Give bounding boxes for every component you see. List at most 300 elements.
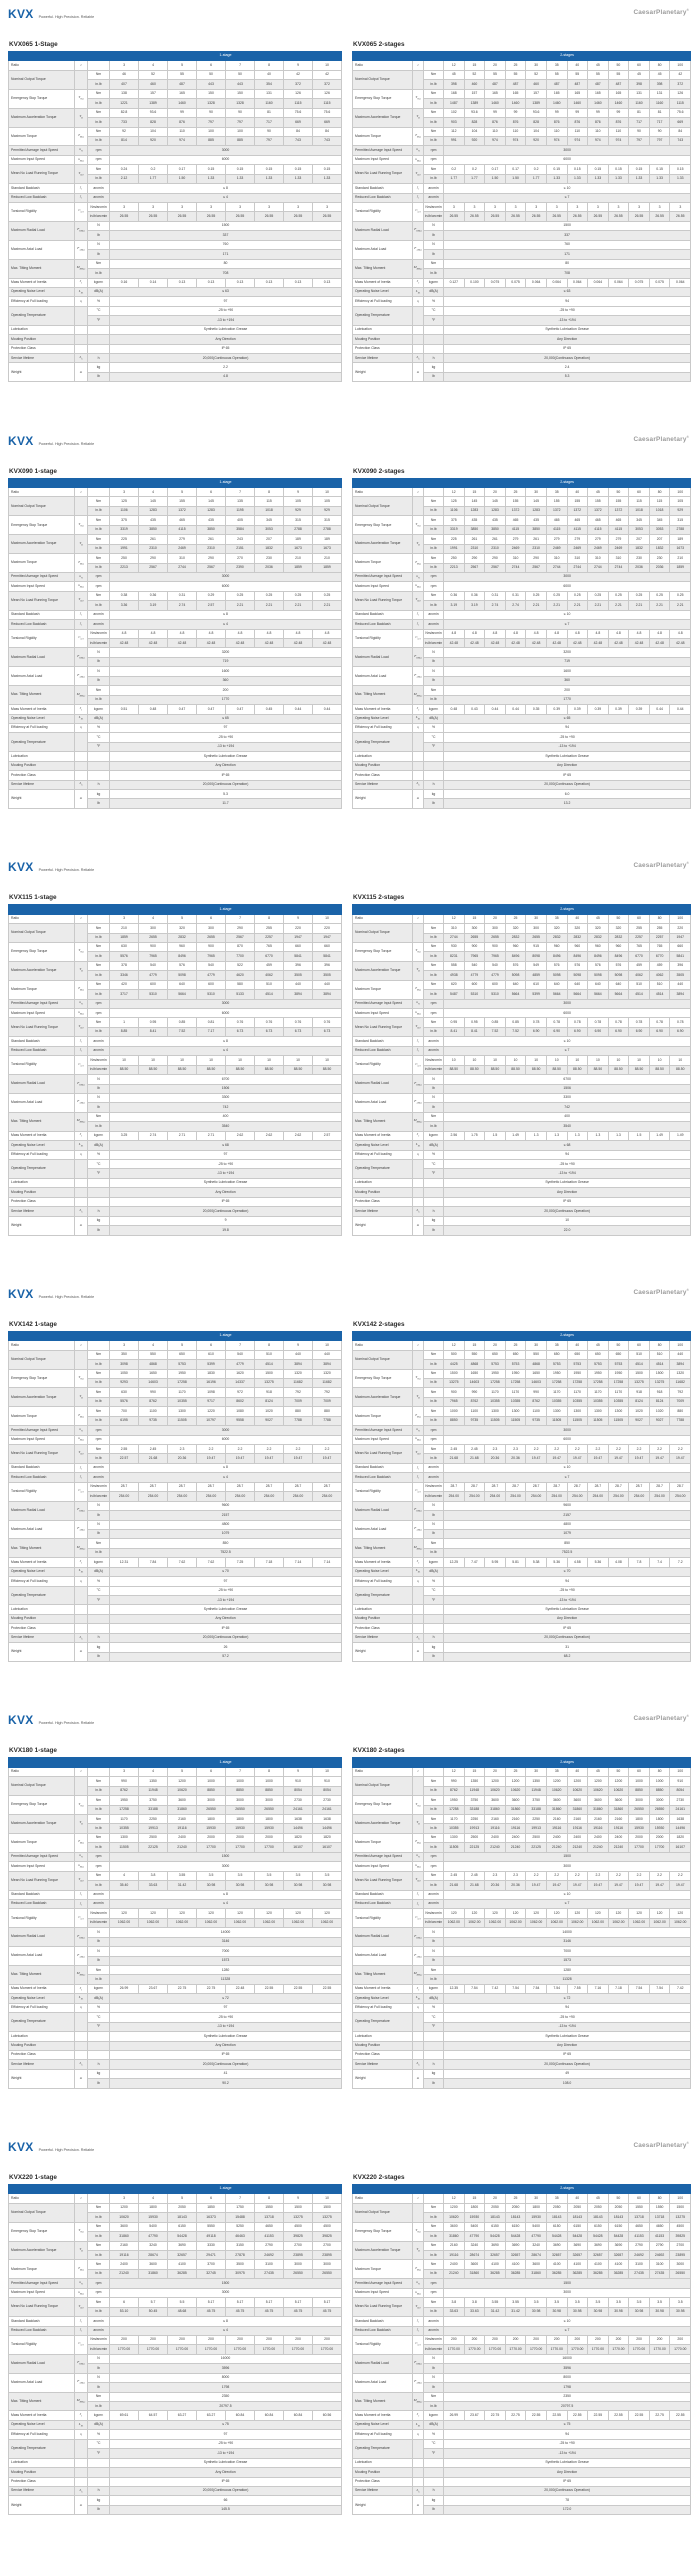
value-cell: 1.3 [588,1131,609,1140]
row-unit: in.lb [88,80,110,89]
value-cell: 1389 [464,99,485,108]
value-cell: 28.7 [567,1482,588,1491]
table-row [353,1056,691,1065]
value-cell: 261 [197,535,226,544]
row-symbol [75,1435,88,1444]
value-cell: 3000 [284,2260,313,2269]
value-cell: 435 [197,516,226,525]
symbol: $J_1$ [416,2412,420,2418]
value-cell: 145 [464,497,485,506]
band-row [9,905,342,914]
value-cell: 30.98 [284,1881,313,1890]
value-cell: 2.57 [197,601,226,610]
value-cell: 60 [629,61,650,70]
value-cell: 28.7 [670,1482,691,1491]
value-cell: 120 [168,1909,197,1918]
row-unit: lb [424,1529,444,1538]
value-cell: 0.127 [444,278,465,287]
value-merged: IP 65 [444,2477,691,2486]
value-cell: 10 [284,1056,313,1065]
table-row [353,1796,691,1805]
row-unit: h [424,1633,444,1642]
row-symbol [413,2430,424,2439]
row-unit: Nm [424,1777,444,1786]
row-unit: in.lb/arcmin [88,1492,110,1501]
value-merged: 3146 [110,1937,342,1946]
value-cell: 200 [588,2335,609,2344]
row-unit: Nm [424,535,444,544]
value-cell: 2567 [197,563,226,572]
symbol: $j_t$ [80,184,82,191]
value-cell: 1770.00 [629,2345,650,2354]
value-cell: 20.36 [485,1881,506,1890]
value-cell: 10 [313,488,342,497]
value-cell: 2744 [567,563,588,572]
value-cell: 10 [546,1056,567,1065]
value-cell: 10 [526,1056,547,1065]
value-cell: 5399 [197,1360,226,1369]
value-merged: 2.4 [444,363,691,372]
value-cell: 6150 [588,2222,609,2231]
table-row [9,363,342,372]
value-cell: 10 [110,1056,139,1065]
symbol: $F_{RMax}$ [414,1080,422,1087]
symbol: $C_{t21}$ [78,1914,84,1921]
value-cell: 35.40 [110,1881,139,1890]
value-cell: 300 [139,924,168,933]
value-cell: 42.48 [197,639,226,648]
value-cell: 540 [464,961,485,970]
stage-band: 2-stages [444,478,691,487]
row-unit: rpm [424,155,444,164]
value-cell: 4.8 [485,629,506,638]
value-cell: 2.2 [588,1445,609,1454]
row-unit: lb [424,1084,444,1093]
value-cell: 5.17 [284,2298,313,2307]
value-cell: 3 [110,914,139,923]
row-symbol [413,184,424,193]
row-symbol [413,980,424,999]
table-row [353,1216,691,1225]
value-cell: 320 [588,924,609,933]
row-unit: in.lb [424,563,444,572]
row-unit: kgcm² [424,705,444,714]
row-symbol [413,1643,424,1662]
value-cell: 2050 [608,2203,629,2212]
value-merged: 742 [110,1103,342,1112]
value-cell: 2.2 [313,1445,342,1454]
value-cell: 4.8 [546,629,567,638]
value-cell: 9027 [629,1416,650,1425]
row-label: Emergency Stop Torque [9,516,75,535]
symbol: $T_{012}$ [78,170,84,177]
table-row [353,240,691,249]
symbol: $C_{t21}$ [78,1488,84,1494]
value-cell: 640 [567,980,588,989]
caesarplanetary-logo: CaesarPlanetary® [633,861,689,870]
value-cell: 5.81 [505,1558,526,1567]
value-cell: 207 [255,535,284,544]
value-cell: 5098 [588,971,609,980]
row-unit [424,1605,444,1614]
row-symbol [413,1577,424,1586]
symbol: $C_{t21}$ [415,1061,421,1068]
value-cell: 19.47 [226,1454,255,1463]
value-cell: 150 [197,89,226,98]
value-cell: 88.50 [168,1065,197,1074]
value-cell: 1820 [670,1833,691,1842]
value-cell: 4 [139,914,168,923]
value-cell: 3 [284,203,313,212]
spec-table [8,51,342,382]
row-label: Maximum Acceleration Torque [353,961,413,980]
row-label: Operating Temperature [353,733,413,752]
value-cell: 1673 [284,544,313,553]
value-cell: 36285 [505,2269,526,2278]
table-row [353,2458,691,2467]
row-symbol [75,155,88,164]
table-row [353,1501,691,1510]
value-cell: 3894 [313,1360,342,1369]
row-symbol [75,61,88,70]
row-symbol [75,1520,88,1539]
row-symbol [75,2288,88,2297]
value-cell: 26.99 [444,2411,465,2420]
row-unit: lb [424,2505,444,2514]
value-cell: 733 [110,118,139,127]
value-cell: 200 [226,2335,255,2344]
value-cell: 7965 [139,952,168,961]
value-cell: 440 [670,980,691,989]
value-cell: 120 [284,1909,313,1918]
value-cell: 2.2 [197,1445,226,1454]
symbol: $j_t$ [417,611,419,618]
row-unit: h [424,1207,444,1216]
row-symbol [413,1197,424,1206]
value-cell: 1200 [110,2203,139,2212]
row-unit: lb [88,1226,110,1235]
row-unit: % [88,1150,110,1159]
value-cell: 797 [649,136,670,145]
value-cell: 84 [284,127,313,136]
value-merged: Any Direction [444,335,691,344]
row-unit: Nm [424,1871,444,1880]
brand-tagline: Powerful. High Precision. Reliable [38,2147,95,2152]
value-cell: 600 [485,980,506,989]
table-row [353,2430,691,2439]
value-cell: 1170 [588,1388,609,1397]
value-cell: 110 [168,127,197,136]
symbol: $T_B$ [416,1820,420,1827]
value-cell: 1020 [649,1407,670,1416]
row-label: Maximum Input Speed [353,2288,413,2297]
value-cell: 28.7 [649,1482,670,1491]
table-row [353,1037,691,1046]
value-cell: 255 [255,924,284,933]
row-unit [424,1197,444,1206]
value-cell: 1638 [284,1815,313,1824]
row-symbol [413,648,424,667]
row-symbol [413,165,424,184]
row-symbol [75,2477,88,2486]
value-merged: 4.8 [110,372,342,381]
value-cell: 20 [485,488,506,497]
value-cell: 63.27 [168,2411,197,2420]
value-cell: 8098 [526,952,547,961]
value-cell: 8762 [526,1397,547,1406]
table-row [353,723,691,732]
row-label: Service lifetime [9,1633,75,1642]
row-unit: kgcm² [424,278,444,287]
symbol: m [416,2502,420,2507]
value-cell: 510 [649,980,670,989]
value-cell: 310 [546,554,567,563]
value-cell: 2700 [284,2241,313,2250]
value-cell: 1372 [168,506,197,515]
row-unit: Nm [424,1369,444,1378]
row-symbol [75,1984,88,1993]
row-unit: arcmin [88,620,110,629]
value-cell: 88.50 [567,1065,588,1074]
band-corner [353,905,444,914]
row-unit: in.lb [88,1416,110,1425]
value-cell: 640 [168,980,197,989]
value-merged: 20,000(Continuous Operation) [110,1633,342,1642]
row-label: Reduced Low Backlash [353,620,413,629]
symbol: $n_{Max}$ [415,1862,421,1869]
table-row [353,2241,691,2250]
value-merged: ≤ 10 [444,184,691,193]
value-cell: 19.47 [629,1881,650,1890]
symbol: $F_{RMax}$ [77,1933,85,1940]
symbol: $C_{t21}$ [78,208,84,215]
value-cell: 2390 [226,563,255,572]
value-cell: 3.5 [567,2298,588,2307]
table-row [353,2260,691,2269]
value-cell: 120 [313,1909,342,1918]
row-unit: in.lb [424,1881,444,1890]
table-row [9,325,342,334]
row-unit: kgcm² [424,1984,444,1993]
value-cell: 4062 [629,971,650,980]
table-row [9,2260,342,2269]
spec-table [352,478,691,809]
value-merged: 850 [110,1539,342,1548]
table-row [353,1633,691,1642]
value-cell: 396 [313,961,342,970]
value-merged: 49 [444,2069,691,2078]
value-cell: 27878 [226,2251,255,2260]
row-label: Standard Backlash [353,2317,413,2326]
row-unit: in.lb/arcmin [88,1065,110,1074]
row-unit: lb [424,372,444,381]
value-cell: 64.57 [139,2411,168,2420]
table-row [9,1767,342,1776]
symbol: $L_{PA}$ [78,1568,84,1575]
value-cell: 1200 [588,1777,609,1786]
value-cell: 32657 [546,2251,567,2260]
row-label: Operating Noise Level [353,1141,413,1150]
row-unit: dB(A) [88,1567,110,1576]
row-symbol [413,2317,424,2326]
row-label: Mean No Load Running Torque [353,1018,413,1037]
value-cell: 145 [526,497,547,506]
value-cell: 1460 [608,99,629,108]
value-cell: 6.73 [226,1027,255,1036]
table-row [353,70,691,79]
value-merged: -13 to +194 [110,742,342,751]
value-cell: 5753 [546,1360,567,1369]
value-cell: 3100 [649,2260,670,2269]
row-unit [424,761,444,770]
row-unit: N [88,667,110,676]
value-cell: 0.2 [444,165,465,174]
row-label: Weight [353,2496,413,2515]
row-symbol [413,1482,424,1501]
value-cell: 21.68 [464,1454,485,1463]
value-merged: 337 [444,231,691,240]
value-cell: 3690 [608,2241,629,2250]
symbol: $T_{Max}$ [415,1412,421,1419]
row-label: Maximum Radial Load [353,648,413,667]
value-cell: 19116 [110,2251,139,2260]
value-cell: 24692 [255,2251,284,2260]
value-cell: 1221 [110,99,139,108]
row-label: Maximum Acceleration Torque [9,961,75,980]
value-cell: 120 [139,1909,168,1918]
value-cell: 35 [546,1767,567,1776]
value-cell: 3 [546,203,567,212]
value-cell: 2655 [464,933,485,942]
table-row [9,1947,342,1956]
row-label: Permitted Average Input Speed [9,999,75,1008]
value-merged: -13 to +194 [110,316,342,325]
brand-lockup [8,1288,94,1300]
row-symbol [75,1341,88,1350]
row-unit [424,325,444,334]
value-cell: 26.99 [110,1984,139,1993]
value-cell: 1062.00 [284,1918,313,1927]
value-cell: 435 [139,516,168,525]
row-symbol [413,1150,424,1159]
value-cell: 6195 [110,1416,139,1425]
value-cell: 660 [313,942,342,951]
table-row [353,344,691,353]
row-label: Mean No Load Running Torque [9,1445,75,1464]
row-unit: in.lb [424,80,444,89]
table-row [353,780,691,789]
value-merged: 3300 [444,1093,691,1102]
value-cell: 1300 [546,1407,567,1416]
symbol: i [417,489,419,494]
row-label: Service lifetime [9,354,75,363]
value-cell: 2.21 [546,601,567,610]
value-cell: 50.45 [139,2307,168,2316]
spec-table [352,904,691,1235]
row-label: Max. Tilting Moment [353,1966,413,1985]
table-row [9,1539,342,1548]
row-unit: Nm/arcmin [88,1909,110,1918]
value-cell: 4425 [444,1360,465,1369]
value-cell: 1500 [444,1369,465,1378]
row-symbol [75,1131,88,1140]
value-cell: 80 [649,488,670,497]
table-row [353,297,691,306]
row-label: Standard Backlash [9,1890,75,1899]
value-cell: 1018 [255,506,284,515]
table-row [353,942,691,951]
row-label: Max. Tilting Moment [9,1112,75,1131]
value-cell: 2250 [464,1815,485,1824]
row-unit: kg [88,1216,110,1225]
value-cell: 717 [649,118,670,127]
symbol: m [416,2076,420,2081]
row-unit: N [424,2373,444,2382]
row-symbol [413,2458,424,2467]
value-cell: 88.50 [110,1065,139,1074]
value-cell: 4514 [649,1360,670,1369]
row-label: Mouting Position [353,335,413,344]
value-cell: 3000 [226,1796,255,1805]
value-merged: 1500 [110,1852,342,1861]
value-cell: 1020 [255,1407,284,1416]
row-symbol [413,1586,424,1605]
row-symbol [75,1605,88,1614]
row-symbol [75,2050,88,2059]
value-merged: ≤ 70 [110,1567,342,1576]
value-cell: 1.5 [485,1131,506,1140]
row-unit: rpm [88,1426,110,1435]
table-row [9,344,342,353]
row-unit: arcmin [424,610,444,619]
row-unit: Nm [424,259,444,268]
table-row [9,1624,342,1633]
value-cell: 6150 [505,2222,526,2231]
value-cell: 4100 [588,2260,609,2269]
band-corner [9,1758,110,1767]
row-symbol [75,1075,88,1094]
table-row [9,790,342,799]
row-label: Operating Temperature [353,1160,413,1179]
value-cell: 5133 [226,990,255,999]
value-cell: 1550 [629,2203,650,2212]
symbol: $T_{Max}$ [78,132,84,139]
catalog-section-kvx180 [0,1706,697,2133]
value-merged: IP 65 [110,1197,342,1206]
value-cell: 3.19 [464,601,485,610]
symbol: $L_h$ [79,2487,83,2494]
value-cell: 26.55 [110,212,139,221]
value-cell: 4779 [485,971,506,980]
value-cell: 8762 [139,1397,168,1406]
table-row [9,2439,342,2448]
value-cell: 22.55 [608,2411,629,2420]
value-cell: 1000 [629,1777,650,1786]
value-cell: 120 [255,1909,284,1918]
row-unit: °C [88,1586,110,1595]
value-cell: 4859 [526,971,547,980]
row-unit: N [424,1928,444,1937]
value-cell: 1460 [485,99,506,108]
value-merged: -25 to +90 [110,2013,342,2022]
value-cell: 6.90 [629,1027,650,1036]
value-cell: 254.00 [313,1492,342,1501]
symbol: $C_{t21}$ [78,1061,84,1068]
row-unit: kg [424,363,444,372]
table-row [9,1037,342,1046]
row-label: Torsional Rigidity [353,2335,413,2354]
row-label: Operating Temperature [9,1160,75,1179]
